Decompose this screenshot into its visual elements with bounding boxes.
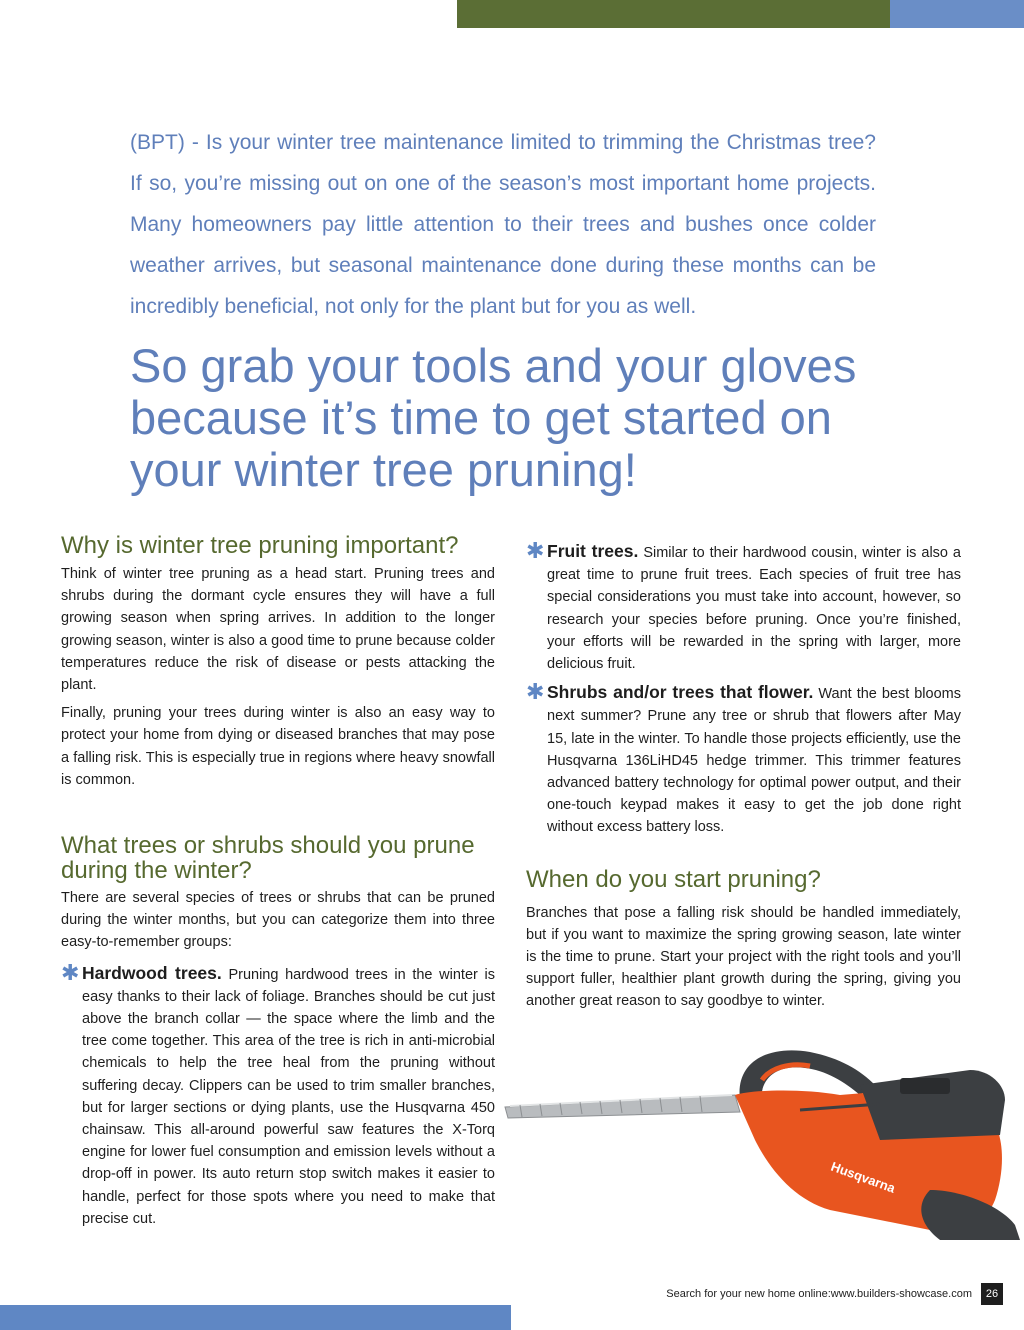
- when-heading: When do you start pruning?: [526, 865, 821, 893]
- top-accent-bar-blue: [890, 0, 1024, 28]
- hardwood-text: Pruning hardwood trees in the winter is easy thanks to their lack of foliage. Branches should be cut just above the branch collar — the space where the limb and the tree come together. This area of the tree is rich in anti-microbial chemicals to help the tree heal from the pruning without suffering decay. Clippers can be used to trim smaller branches, but for larger sections or dying plants, use the Husqvarna 450 chainsaw. This all-around powerful saw features the X-Torq engine for lower fuel consumption and emission levels without a drop-off in power. Its auto return stop switch makes it easier to handle, perfect for those spots where you need to make that precise cut.: [82, 966, 495, 1227]
- fruit-lead: Fruit trees.: [547, 541, 639, 561]
- right-column: [526, 540, 961, 1013]
- footer-text: Search for your new home online:www.builders-showcase.com: [666, 1288, 972, 1300]
- fruit-bullet: [526, 540, 961, 675]
- shrubs-text: Want the best blooms next summer? Prune any tree or shrub that flowers after May 15, late in the winter. To handle those projects efficiently, use the Husqvarna 136LiHD45 hedge trimmer. This trimmer features advanced battery technology for optimal power output, and their one-touch keypad makes it easy to get the job done right without excess battery loss.: [547, 686, 961, 836]
- asterisk-icon: ✱: [61, 959, 80, 985]
- hardwood-bullet: [61, 959, 495, 1230]
- left-column: [61, 533, 495, 1230]
- shrubs-bullet: [526, 681, 961, 838]
- fruit-text: Similar to their hardwood cousin, winter is also a great time to prune fruit trees. Each species of fruit tree has special considerations you must take into account, however, so research your species before pruning. Once you’re finished, your efforts will be rewarded in the spring with larger, more delicious fruit.: [547, 545, 961, 673]
- hedge-trimmer-image: [500, 1040, 1024, 1240]
- page-number: 26: [981, 1283, 1003, 1305]
- why-paragraph-1: Think of winter tree pruning as a head start. Pruning trees and shrubs during the dormant cycle ensures they will have a full growing season when spring arrives. In addition to the longer growing season, winter is also a good time to prune because colder temperatures reduce the risk of disease or pests attacking the plant.: [61, 566, 495, 694]
- what-paragraph: There are several species of trees or shrubs that can be pruned during the winter months, but you can categorize them into three easy-to-remember groups:: [61, 890, 495, 951]
- hardwood-lead: Hardwood trees.: [82, 962, 222, 983]
- intro-paragraph: (BPT) - Is your winter tree maintenance limited to trimming the Christmas tree? If so, you’re missing out on one of the season’s most important home projects. Many homeowners pay little attention to their trees and bushes once colder weather arrives, but seasonal maintenance done during these months can be incredibly beneficial, not only for the plant but for you as well.: [130, 131, 876, 318]
- when-paragraph: Branches that pose a falling risk should be handled immediately, but if you want to maximize the spring growing season, late winter is the time to prune. Start your project with the right tools and you’ll support fuller, healthier plant growth during the spring, giving you another great reason to say goodbye to winter.: [526, 904, 961, 1010]
- what-heading: What trees or shrubs should you prune during the winter?: [61, 832, 475, 885]
- bottom-accent-bar: [0, 1305, 511, 1330]
- why-paragraph-2: Finally, pruning your trees during winter is also an easy way to protect your home from dying or diseased branches that may pose a falling risk. This is especially true in regions where heavy snowfall is common.: [61, 705, 495, 788]
- asterisk-icon: ✱: [526, 538, 545, 563]
- asterisk-icon: ✱: [526, 679, 545, 705]
- brand-logo-text: Husqvarna: [828, 1158, 898, 1196]
- top-accent-bar-green: [457, 0, 890, 28]
- headline: So grab your tools and your gloves because it’s time to get started on your winter tree pruning!: [130, 339, 857, 496]
- shrubs-lead: Shrubs and/or trees that flower.: [547, 682, 814, 703]
- why-heading: Why is winter tree pruning important?: [61, 532, 459, 559]
